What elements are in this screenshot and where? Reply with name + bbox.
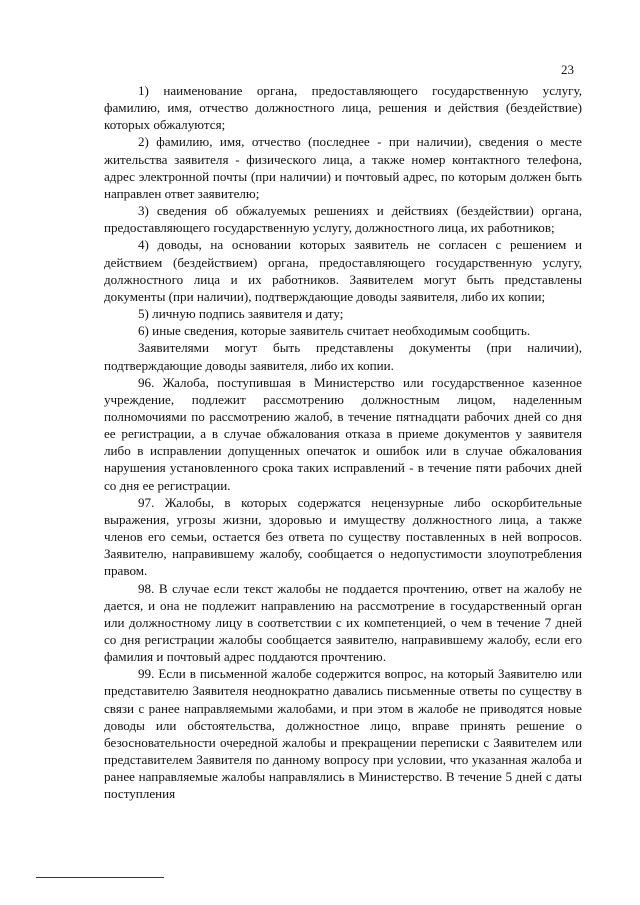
list-item-arguments: 4) доводы, на основании которых заявитель не согласен с решением и действием (бездействием) органа, предоставляющего государственную услугу, должностного лица и их работников. Заявителем могут быть представлены документы (при наличии), подтверждающие доводы заявителя, либо их копии; xyxy=(104,237,582,304)
list-item-applicant-details: 2) фамилию, имя, отчество (последнее - при наличии), сведения о месте жительства заявителя - физического лица, а также номер контактного телефона, адрес электронной почты (при наличии) и почтовый адрес, по которым должен быть направлен ответ заявителю; xyxy=(104,134,582,201)
list-item-other-info: 6) иные сведения, которые заявитель считает необходимым сообщить. xyxy=(138,323,531,339)
list-item-organ-name: 1) наименование органа, предоставляющего государственную услугу, фамилию, имя, отчество должностного лица, решения и действия (бездействие) которых обжалуются; xyxy=(104,83,582,133)
page-number: 23 xyxy=(561,62,574,77)
list-item-signature: 5) личную подпись заявителя и дату; xyxy=(138,306,344,322)
footnote-divider xyxy=(36,877,164,878)
paragraph-supporting-documents: Заявителями могут быть представлены документы (при наличии), подтверждающие доводы заявителя, либо их копии. xyxy=(104,340,582,373)
clause-97: 97. Жалобы, в которых содержатся нецензурные либо оскорбительные выражения, угрозы жизни, здоровью и имуществу должностного лица, а также членов его семьи, остается без ответа по существу поставленных в ней вопросов. Заявителю, направившему жалобу, сообщается о недопустимости злоупотребления правом. xyxy=(104,494,582,579)
document-body xyxy=(104,82,582,803)
clause-98: 98. В случае если текст жалобы не поддается прочтению, ответ на жалобу не дается, и она не подлежит направлению на рассмотрение в государственный орган или должностному лицу в соответствии с их компетенцией, о чем в течение 7 дней со дня регистрации жалобы сообщается заявителю, направившему жалобу, если его фамилия и почтовый адрес поддаются прочтению. xyxy=(104,580,582,665)
clause-96: 96. Жалоба, поступившая в Министерство или государственное казенное учреждение, подлежит рассмотрению должностным лицом, наделенным полномочиями по рассмотрению жалоб, в течение пятнадцати рабочих дней со дня ее регистрации, а в случае обжалования отказа в приеме документов у заявителя либо в исправлении допущенных опечаток и ошибок или в случае обжалования нарушения установленного срока таких исправлений - в течение пяти рабочих дней со дня ее регистрации. xyxy=(104,374,582,493)
list-item-appealed-decisions: 3) сведения об обжалуемых решениях и действиях (бездействии) органа, предоставляющего государственную услугу, должностного лица, их работников; xyxy=(104,203,582,236)
clause-99: 99. Если в письменной жалобе содержится вопрос, на который Заявителю или представителю Заявителя неоднократно давались письменные ответы по существу в связи с ранее направляемыми жалобами, и при этом в жалобе не приводятся новые доводы или обстоятельства, должностное лицо, вправе принять решение о безосновательности очередной жалобы и прекращении переписки с Заявителем или представителем Заявителя по данному вопросу при условии, что указанная жалоба и ранее направляемые жалобы направлялись в Министерство. В течение 5 дней с даты поступления xyxy=(104,666,582,802)
